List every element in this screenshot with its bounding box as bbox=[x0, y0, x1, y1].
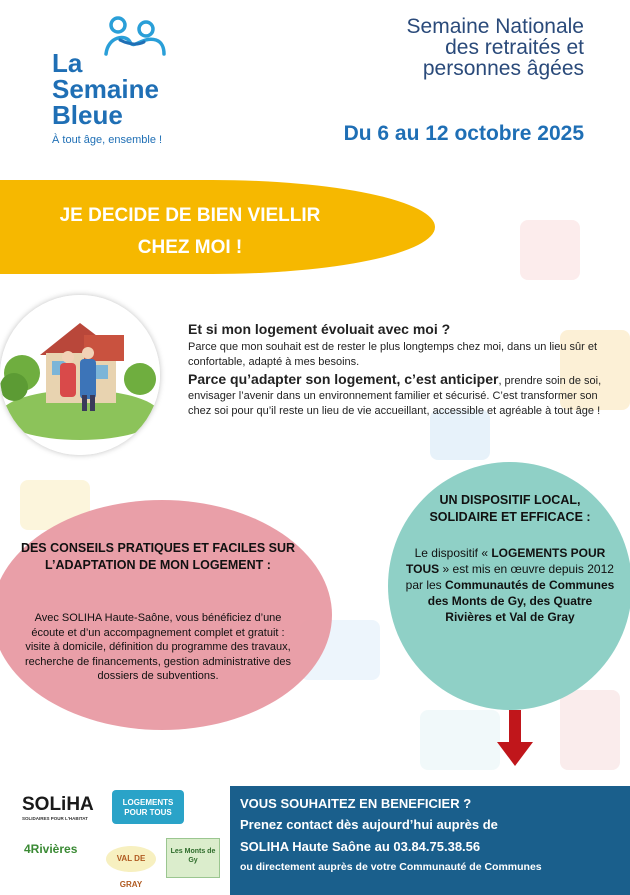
monts-de-gy-logo: Les Monts de Gy bbox=[166, 838, 220, 878]
contact-line-3: SOLIHA Haute Saône au 03.84.75.38.56 bbox=[240, 839, 481, 854]
intro-paragraph-1: Parce que mon souhait est de rester le plus longtemps chez moi, dans un lieu sûr et confortable, adapté à mes besoins. bbox=[188, 341, 598, 368]
logements-pour-tous-logo: LOGEMENTS POUR TOUS bbox=[112, 790, 184, 824]
soliha-logo: SOLiHA bbox=[22, 794, 94, 815]
contact-box bbox=[230, 786, 630, 895]
logo-tagline: À tout âge, ensemble ! bbox=[52, 134, 163, 146]
banner-headline bbox=[0, 200, 380, 264]
local-program-body bbox=[404, 545, 616, 625]
house-illustration bbox=[0, 295, 160, 455]
intro-question: Et si mon logement évoluait avec moi ? bbox=[188, 321, 451, 337]
partner-logos bbox=[0, 786, 230, 895]
event-title-line-1: Semaine Nationale bbox=[406, 15, 584, 38]
logo-line-1: La bbox=[52, 48, 83, 78]
local-program-name: LOGEMENTS POUR TOUS bbox=[406, 546, 606, 576]
logo-line-2: Semaine bbox=[52, 74, 159, 104]
event-title-line-2: des retraités et bbox=[445, 36, 584, 59]
house-couple-icon bbox=[0, 295, 160, 455]
banner-line-1: JE DECIDE DE BIEN VIELLIR bbox=[59, 205, 321, 226]
local-body-mid: » est mis en œuvre depuis 2012 par les bbox=[405, 562, 614, 592]
logo-line-3: Bleue bbox=[52, 100, 123, 130]
intro-paragraph-2 bbox=[188, 372, 608, 419]
arrow-down-icon bbox=[497, 710, 533, 768]
banner-line-2: CHEZ MOI ! bbox=[137, 237, 243, 258]
contact-line-2: Prenez contact dès aujourd’hui auprès de bbox=[240, 817, 498, 832]
advice-heading: DES CONSEILS PRATIQUES ET FACILES SUR L’ADAPTATION DE MON LOGEMENT : bbox=[20, 541, 296, 572]
local-body-start: Le dispositif « bbox=[414, 546, 492, 560]
event-title bbox=[407, 16, 584, 79]
people-icon bbox=[100, 16, 170, 56]
local-program-heading: UN DISPOSITIF LOCAL, SOLIDAIRE ET EFFICACE : bbox=[429, 493, 591, 524]
intro-paragraph-2-lead: Parce qu’adapter son logement, c’est anticiper bbox=[188, 371, 499, 387]
contact-line-1: VOUS SOUHAITEZ EN BENEFICIER ? bbox=[240, 796, 472, 811]
intro-section bbox=[188, 320, 608, 419]
contact-line-4: ou directement auprès de votre Communauté de Communes bbox=[240, 861, 542, 873]
local-communities: Communautés de Communes des Monts de Gy, des Quatre Rivières et Val de Gray bbox=[427, 578, 615, 624]
la-semaine-bleue-logo bbox=[48, 16, 198, 146]
event-title-line-3: personnes âgées bbox=[422, 57, 584, 80]
soliha-logo-subtitle: SOLIDAIRES POUR L'HABITAT bbox=[22, 816, 88, 821]
advice-body: Avec SOLIHA Haute-Saône, vous bénéficiez d’une écoute et d’un accompagnement complet et gratuit : visite à domicile, définition du programme des travaux, recherche de financements, gestion administrative des dossiers de subventions. bbox=[25, 612, 291, 682]
quatre-rivieres-logo: 4Rivières bbox=[24, 842, 78, 856]
intro-paragraph-2-rest: , prendre soin de soi, envisager l’avenir dans un environnement familier et sécurisé. C’est transformer son chez soi pour qu’il reste un lieu de vie accueillant, accessible et agréable à tout âge ! bbox=[188, 375, 602, 417]
val-de-gray-logo: VAL DE GRAY bbox=[106, 846, 156, 872]
event-dates: Du 6 au 12 octobre 2025 bbox=[343, 122, 584, 145]
